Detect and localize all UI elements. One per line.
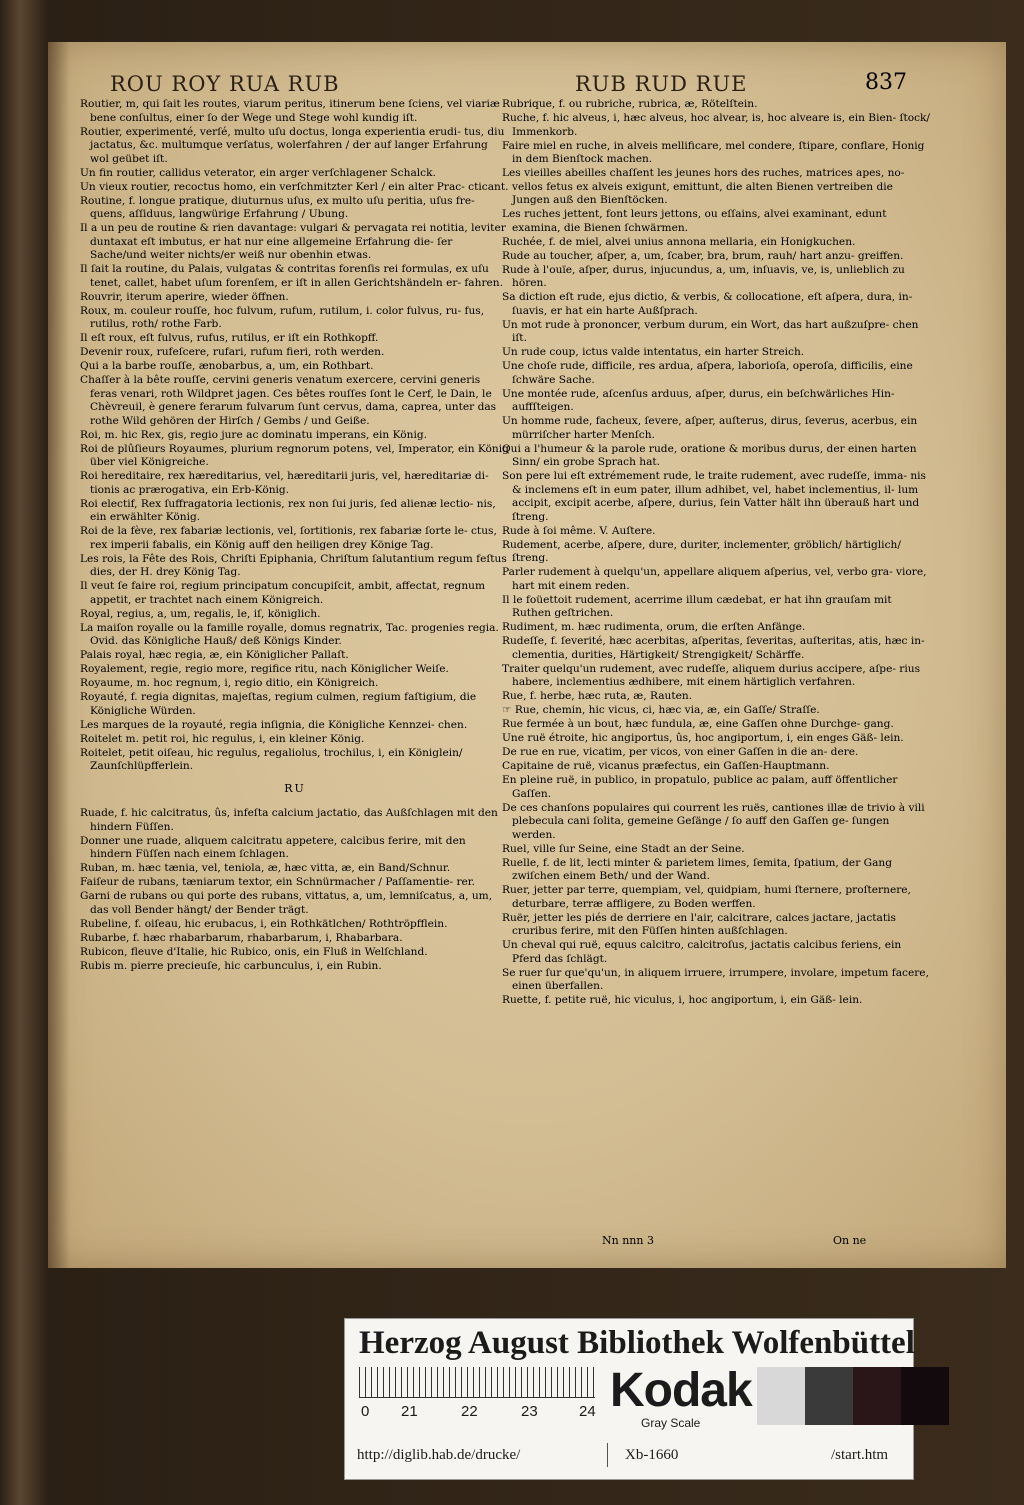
dictionary-entry: Un fin routier, callidus veterator, ein arger verſchlagener Schalck. <box>80 166 436 179</box>
dictionary-entry: Palais royal, hæc regia, æ, ein Königlicher Pallaſt. <box>80 649 349 661</box>
scale-number: 24 <box>579 1403 596 1420</box>
scale-number: 22 <box>461 1403 478 1420</box>
dictionary-entry: Rude à l'ouïe, aſper, durus, injucundus, a, um, inſuavis, ve, is, unlieblich zu hören. <box>502 263 905 289</box>
dictionary-entry: ☞ Rue, chemin, hic vicus, ci, hæc via, æ, ein Gaſſe/ Straſſe. <box>502 704 820 716</box>
dictionary-entry: Qui a l'humeur & la parole rude, oratione & moribus durus, der einen harten Sinn/ ein grobe Sprach hat. <box>502 442 917 468</box>
dictionary-entry: Traiter quelqu'un rudement, avec rudeſſe, aliquem durius accipere, aſpe- rius habere, inclementius ædhibere, mit einem härtiglich verfahren. <box>502 662 921 688</box>
shelfmark: Xb-1660 <box>625 1447 679 1463</box>
gray-patch <box>805 1367 853 1425</box>
dictionary-entry: La maiſon royalle ou la famille royalle, domus regnatrix, Tac. progenies regia. Ovid. das Königliche Hauß/ deß Königs Kinder. <box>80 621 499 647</box>
scale-number: 21 <box>401 1403 418 1420</box>
dictionary-entry: Donner une ruade, aliquem calcitratu appetere, calcibus ferire, mit den hindern Füſſen nach einem ſchlagen. <box>80 834 466 860</box>
dictionary-entry: Roi, m. hic Rex, gis, regio jure ac dominatu imperans, ein König. <box>80 428 427 441</box>
library-url[interactable]: http://diglib.hab.de/drucke/ <box>357 1447 521 1463</box>
dictionary-entry: Rubicon, fleuve d'Italie, hic Rubico, onis, ein Fluß in Welſchland. <box>80 945 428 958</box>
dictionary-entry: Royaume, m. hoc regnum, i, regio ditio, ein Königreich. <box>80 677 379 689</box>
divider <box>607 1443 608 1467</box>
dictionary-entry: Roi electif, Rex ſuffragatoria lectionis, rex non ſui juris, ſed alienæ lectio- nis, ein erwählter König. <box>80 497 496 523</box>
institution-name: Herzog August Bibliothek Wolfenbüttel <box>359 1325 915 1361</box>
dictionary-entry: Royalement, regie, regio more, regifice ritu, nach Königlicher Weiſe. <box>80 663 449 675</box>
gray-patch <box>901 1367 949 1425</box>
section-header-ru: RU <box>284 781 306 795</box>
dictionary-entry: Rubeline, f. oiſeau, hic erubacus, i, ein Rothkätlchen/ Rothtröpfflein. <box>80 917 448 930</box>
dictionary-entry: Garni de rubans ou qui porte des rubans, vittatus, a, um, lemniſcatus, a, um, das voll Bender hängt/ der Bender trägt. <box>80 890 493 916</box>
dictionary-entry: Les ruches jettent, font leurs jettons, ou eſſains, alvei examinant, edunt examina, die Bienen ſchwärmen. <box>502 208 887 234</box>
page-gutter-shadow <box>48 42 70 1268</box>
dictionary-entry: Faire miel en ruche, in alveis mellificare, mel condere, ſtipare, conflare, Honig in dem Bienſtock machen. <box>502 139 925 165</box>
dictionary-entry: Ruelle, f. de lit, lecti minter & parietem limes, ſemita, ſpatium, der Gang zwiſchen einem Beth/ und der Wand. <box>502 856 893 882</box>
dictionary-entry: Une montée rude, aſcenſus arduus, aſper, durus, ein beſchwärliches Hin- auffſteigen. <box>502 387 895 413</box>
dictionary-entry: Un homme rude, facheux, ſevere, aſper, auſterus, dirus, ſeverus, acerbus, ein mürriſcher harter Menſch. <box>502 415 918 441</box>
dictionary-entry: En pleine ruë, in publico, in propatulo, publice ac palam, auff öffentlicher Gaſſen. <box>502 774 898 800</box>
dictionary-entry: Une choſe rude, difficile, res ardua, aſpera, laborioſa, operoſa, difficilis, eine ſchwäre Sache. <box>502 360 913 386</box>
dictionary-entry: Routier, experimenté, verſé, multo uſu doctus, longa experientia erudi- tus, diu jactatus, &c. multumque verſatus, wolerfahren / der auf langer Erfahrung wol geübet iſt. <box>80 125 505 165</box>
gray-patch <box>757 1367 805 1425</box>
dictionary-entry: Rubarbe, f. hæc rhabarbarum, rhabarbarum, i, Rhabarbara. <box>80 931 403 944</box>
left-entries-ru <box>80 807 510 973</box>
dictionary-entry: Ruër, jetter les piés de derriere en l'air, calcitrare, calces jactare, jactatis cruribus ferire, mit den Füſſen hinten außſchlagen. <box>502 911 896 937</box>
dictionary-entry: Parler rudement à quelqu'un, appellare aliquem aſperius, vel, verbo gra- viore, hart mit einem reden. <box>502 566 927 592</box>
dictionary-entry: Rude à ſoi même. V. Auſtere. <box>502 524 656 537</box>
dictionary-entry: Ruche, f. hic alveus, i, hæc alveus, hoc alvear, is, hoc alveare is, ein Bien- ſtock/ Immenkorb. <box>502 112 931 138</box>
dictionary-entry: Routine, f. longue pratique, diuturnus uſus, ex multo uſu peritia, uſus fre- quens, aſſiduus, langwürige Erfahrung / Ubung. <box>80 194 475 220</box>
dictionary-entry: Il a un peu de routine & rien davantage: vulgari & pervagata rei notitia, leviter duntaxat eſt imbutus, er hat nur eine allgemeine Erfahrung die- ſer Sache/und weiter nichts/er weiß nur obenhin etwas. <box>80 222 506 261</box>
dictionary-entry: Routier, m, qui ſait les routes, viarum peritus, itinerum bene ſciens, vel viariæ bene conſultus, einer ſo der Wege und Stege wohl kundig iſt. <box>80 98 500 124</box>
dictionary-entry: Roitelet m. petit roi, hic regulus, i, ein kleiner König. <box>80 732 365 745</box>
dictionary-entry: Royauté, f. regia dignitas, majeſtas, regium culmen, regium faſtigium, die Königliche Würden. <box>80 691 477 717</box>
dictionary-entry: Ruette, f. petite ruë, hic viculus, i, hoc angiportum, i, ein Gäß- lein. <box>502 994 863 1006</box>
dictionary-entry: Il le foüettoit rudement, acerrime illum cædebat, er hat ihn grauſam mit Ruthen geſtrichen. <box>502 593 892 619</box>
left-entries <box>80 98 510 774</box>
dictionary-entry: Rudiment, m. hæc rudimenta, orum, die erſten Anfänge. <box>502 621 806 633</box>
dictionary-entry: Rouvrir, iterum aperire, wieder öffnen. <box>80 290 289 303</box>
right-column <box>502 98 932 1008</box>
dictionary-entry: Devenir roux, rufeſcere, rufari, rufum fieri, roth werden. <box>80 346 385 358</box>
dictionary-entry: Roi hereditaire, rex hæreditarius, vel, hæreditarii juris, vel, hæreditariæ di- tionis ac prærogativa, ein Erb-König. <box>80 470 489 496</box>
dictionary-entry: Rue, f. herbe, hæc ruta, æ, Rauten. <box>502 690 693 702</box>
gray-patches <box>757 1367 949 1425</box>
scale-number: 0 <box>361 1403 370 1420</box>
dictionary-entry: Les marques de la royauté, regia inſignia, die Königliche Kennzei- chen. <box>80 718 468 731</box>
dictionary-entry: Capitaine de ruë, vicanus præfectus, ein Gaſſen-Hauptmann. <box>502 760 830 772</box>
dictionary-entry: Rudeſſe, f. ſeverité, hæc acerbitas, aſperitas, ſeveritas, auſteritas, atis, hæc in- clementia, durities, Härtigkeit/ Strengigkeit/ Schärffe. <box>502 635 925 661</box>
dictionary-entry: Ruer, jetter par terre, quempiam, vel, quidpiam, humi ſternere, proſternere, deturbare, terræ affligere, zu Boden werffen. <box>502 884 911 910</box>
running-header-right: RUB RUD RUE <box>575 72 748 96</box>
dictionary-entry: De ces chanſons populaires qui courrent les ruës, cantiones illæ de trivio à vili plebecula cani ſolita, gemeine Geſänge / ſo auff den Gaſſen ge- ſungen werden. <box>502 801 925 841</box>
scale-number: 23 <box>521 1403 538 1420</box>
dictionary-entry: Un rude coup, ictus valde intentatus, ein harter Streich. <box>502 346 805 358</box>
dictionary-entry: Sa diction eſt rude, ejus dictio, & verbis, & collocatione, eſt aſpera, dura, in- ſuavis, er hat ein harte Außſprach. <box>502 291 913 317</box>
dictionary-entry: Chaſſer à la bête rouſſe, cervini generis venatum exercere, cervini generis feras venari, roth Wildpret jagen. Ces bêtes rouſſes ſont le Cerf, le Dain, le Chèvreuil, è genere ferarum fulvarum ſunt cervus, dama, caprea, unter das rothe Wild gehören der Hirſch / Gembs / und Geiße. <box>80 374 497 427</box>
dictionary-entry: Les rois, la Fête des Rois, Chriſti Epiphania, Chriſtum ſalutantium regum feſtus dies, der H. drey König Tag. <box>80 552 507 578</box>
dictionary-entry: Un cheval qui ruë, equus calcitro, calcitroſus, jactatis calcibus feriens, ein Pferd das ſchlägt. <box>502 939 902 965</box>
dictionary-entry: Royal, regius, a, um, regalis, le, iſ, königlich. <box>80 607 321 620</box>
dictionary-entry: Il veut ſe faire roi, regium principatum concupiſcit, ambit, affectat, regnum appetit, er trachtet nach einem Königreich. <box>80 580 486 606</box>
color-target-card <box>344 1318 914 1480</box>
gray-scale-label: Gray Scale <box>641 1416 701 1430</box>
running-header-left: ROU ROY RUA RUB <box>110 72 340 96</box>
dictionary-entry: De rue en rue, vicatim, per vicos, von einer Gaſſen in die an- dere. <box>502 746 859 758</box>
dictionary-entry: Un vieux routier, recoctus homo, ein verſchmitzter Kerl / ein alter Prac- cticant. <box>80 180 509 193</box>
signature-mark: Nn nnn 3 <box>602 1234 654 1247</box>
dictionary-entry: Son pere lui eſt extrémement rude, le traite rudement, avec rudeſſe, imma- nis & inclemens eſt in eum pater, illum adhibet, vel, habet inclementius, il- lum accipit, excipit acerbe, aſpere, durius, ſein Vatter hält ihn überauß hart und ſtreng. <box>502 470 926 523</box>
dictionary-entry: Il ſait la routine, du Palais, vulgatas & contritas forenſis rei formulas, ex uſu tenet, callet, habet uſum forenſem, er iſt in allen Gerichtshändeln er- fahren. <box>80 263 503 289</box>
dictionary-entry: Roux, m. couleur rouſſe, hoc fulvum, rufum, rutilum, i. color fulvus, ru- fus, rutilus, roth/ rothe Farb. <box>80 304 485 330</box>
scale-ruler <box>359 1367 595 1398</box>
catchword: On ne <box>833 1234 867 1247</box>
dictionary-entry: Faiſeur de rubans, tæniarum textor, ein Schnürmacher / Paſſamentie- rer. <box>80 876 476 888</box>
dictionary-entry: Ruade, f. hic calcitratus, ûs, infeſta calcium jactatio, das Außſchlagen mit den hindern Füſſen. <box>80 807 498 833</box>
dictionary-entry: Rue fermée à un bout, hæc fundula, æ, eine Gaſſen ohne Durchge- gang. <box>502 718 894 730</box>
dictionary-entry: Un mot rude à prononcer, verbum durum, ein Wort, das hart außzuſpre- chen iſt. <box>502 318 919 344</box>
right-entries <box>502 98 932 1008</box>
dictionary-entry: Ruban, m. hæc tænia, vel, teniola, æ, hæc vitta, æ, ein Band/Schnur. <box>80 862 451 874</box>
left-column <box>80 98 510 974</box>
dictionary-entry: Il eſt roux, eſt fulvus, rufus, rutilus, er iſt ein Rothkopff. <box>80 332 379 344</box>
gray-patch <box>853 1367 901 1425</box>
dictionary-entry: Roi de la fève, rex fabariæ lectionis, vel, ſortitionis, rex fabariæ ſorte le- ctus, rex imperii fabalis, ein König auff den heiligen drey Könige Tag. <box>80 525 497 551</box>
dictionary-entry: Ruchée, f. de miel, alvei unius annona mellaria, ein Honigkuchen. <box>502 235 856 248</box>
dictionary-entry: Les vieilles abeilles chaſſent les jeunes hors des ruches, matrices apes, no- vellos fetus ex alveis exigunt, emittunt, die alten Bienen vertreiben die Jungen auß den Bienſtöcken. <box>502 167 905 206</box>
dictionary-entry: Une ruë étroite, hic angiportus, ûs, hoc angiportum, i, ein enges Gäß- lein. <box>502 732 904 744</box>
dictionary-entry: Roitelet, petit oiſeau, hic regulus, regaliolus, trochilus, i, ein Königlein/ Zaunſchlüpfferlein. <box>80 746 463 772</box>
kodak-logo: Kodak <box>610 1364 752 1417</box>
dictionary-entry: Rubrique, f. ou rubriche, rubrica, æ, Rötelſtein. <box>502 98 758 110</box>
dictionary-entry: Ruel, ville ſur Seine, eine Stadt an der Seine. <box>502 842 745 855</box>
dictionary-entry: Se ruer ſur que'qu'un, in aliquem irruere, irrumpere, involare, impetum facere, einen überfallen. <box>502 966 929 992</box>
dictionary-entry: Rude au toucher, aſper, a, um, ſcaber, bra, brum, rauh/ hart anzu- greiffen. <box>502 249 904 262</box>
dictionary-entry: Roi de plûſieurs Royaumes, plurium regnorum potens, vel, Imperator, ein König über viel Königreiche. <box>80 442 509 468</box>
dictionary-entry: Rubis m. pierre precieuſe, hic carbunculus, i, ein Rubin. <box>80 959 382 972</box>
url-suffix: /start.htm <box>831 1447 889 1463</box>
dictionary-entry: Qui a la barbe rouſſe, ænobarbus, a, um, ein Rothbart. <box>80 360 374 372</box>
page-number: 837 <box>865 70 907 95</box>
dictionary-entry: Rudement, acerbe, aſpere, dure, duriter, inclementer, gröblich/ härtiglich/ ſtreng. <box>502 538 901 564</box>
